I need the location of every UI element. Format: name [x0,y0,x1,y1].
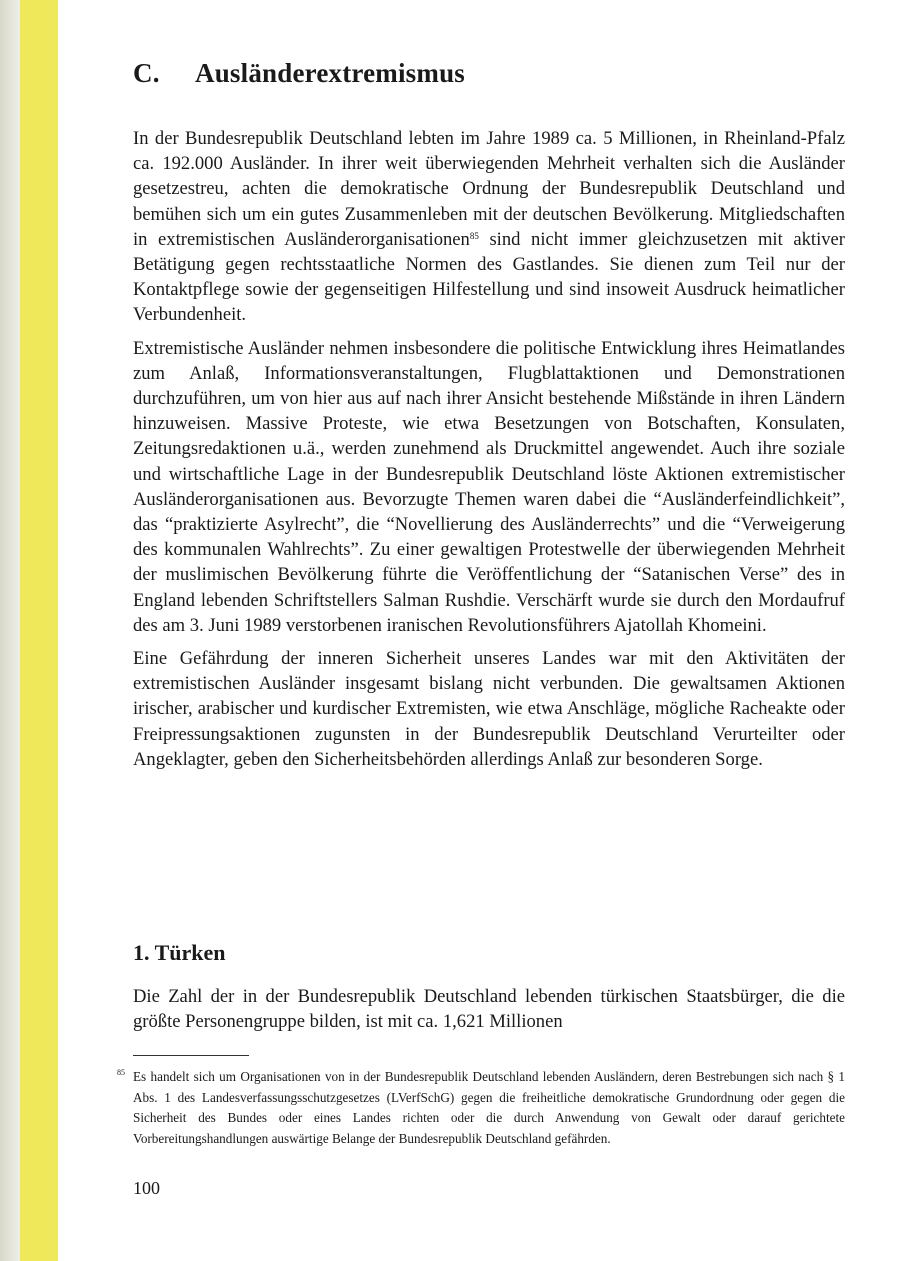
chapter-letter: C. [133,58,160,88]
page-number: 100 [133,1178,160,1198]
footnote-divider [133,1055,249,1056]
chapter-title-text: Ausländerextremismus [195,58,466,88]
footnote-number: 85 [117,1068,125,1077]
scan-edge-shadow [0,0,20,1261]
footnote-reference[interactable]: 85 [469,230,479,241]
footnote-text: Es handelt sich um Organisationen von in der Bundesrepublik Deutschland lebenden Ausländern, deren Bestrebungen sich nach § 1 Abs. 1 des Landesverfassungsschutzgesetzes (LVerfSchG) gegen die freiheitliche demokratische Grundordnung oder gegen die Sicherheit des Bundes oder eines Landes richten oder die durch Anwendung von Gewalt oder darauf gerichtete Vorbereitungshandlungen auswärtige Belange der Bundesrepublik Deutschland gefährden. [133,1069,845,1146]
paragraph-2: Extremistische Ausländer nehmen insbesondere die politische Entwicklung ihres Heimatlandes zum Anlaß, Informationsveranstaltungen, Flugblattaktionen und Demonstrationen durchzuführen, um von hier aus auf nach ihrer Ansicht bestehende Mißstände in ihren Ländern hinzuweisen. Massive Proteste, wie etwa Besetzungen von Botschaften, Konsulaten, Zeitungsredaktionen u.ä., werden zunehmend als Druckmittel angewendet. Auch ihre soziale und wirtschaftliche Lage in der Bundesrepublik Deutschland löste Aktionen extremistischer Ausländerorganisationen aus. Bevorzugte Themen waren dabei die “Ausländerfeindlichkeit”, das “praktizierte Asylrecht”, die “Novellierung des Ausländerrechts” und die “Verweigerung des kommunalen Wahlrechts”. Zu einer gewaltigen Protestwelle der überwiegenden Mehrheit der muslimischen Bevölkerung führte die Veröffentlichung der “Satanischen Verse” des in England lebenden Schriftstellers Salman Rushdie. Verschärft wurde sie durch den Mordaufruf des am 3. Juni 1989 verstorbenen iranischen Revolutionsführers Ajatollah Khomeini. [133,337,845,636]
paragraph-3: Eine Gefährdung der inneren Sicherheit unseres Landes war mit den Aktivitäten der extremistischen Ausländer insgesamt bislang nicht verbunden. Die gewaltsamen Aktionen irischer, arabischer und kurdischer Extremisten, wie etwa Anschläge, mögliche Racheakte oder Freipressungsaktionen zugunsten in der Bundesrepublik Deutschland Verurteilter oder Angeklagter, geben den Sicherheitsbehörden allerdings Anlaß zur besonderen Sorge. [133,648,845,770]
chapter-body [133,126,845,780]
paragraph-1-text-continued: sind nicht immer gleichzusetzen mit aktiver Betätigung gegen rechtsstaatliche Normen des Gastlandes. Sie dienen zum Teil nur der Kontaktpflege sowie der gegenseitigen Hilfestellung und sind insoweit Ausdruck heimatlicher Verbundenheit. [133,228,845,326]
section-title: 1. Türken [133,940,226,965]
chapter-title [133,58,465,89]
yellow-margin-band [20,0,58,1261]
paragraph-1 [133,126,845,328]
footnote [117,1067,845,1149]
paragraph-1-text: In der Bundesrepublik Deutschland lebten im Jahre 1989 ca. 5 Millionen, in Rheinland-Pfalz ca. 192.000 Ausländer. In ihrer weit überwiegenden Mehrheit verhalten sich die Ausländer gesetzestreu, achten die demokratische Ordnung der Bundesrepublik Deutschland und bemühen sich um ein gutes Zusammenleben mit der deutschen Bevölkerung. Mitgliedschaften in extremistischen Ausländerorganisationen [133,128,845,250]
section-paragraph: Die Zahl der in der Bundesrepublik Deutschland lebenden türkischen Staatsbürger, die die größte Personengruppe bilden, ist mit ca. 1,621 Millionen [133,986,845,1033]
section-body [133,984,845,1042]
